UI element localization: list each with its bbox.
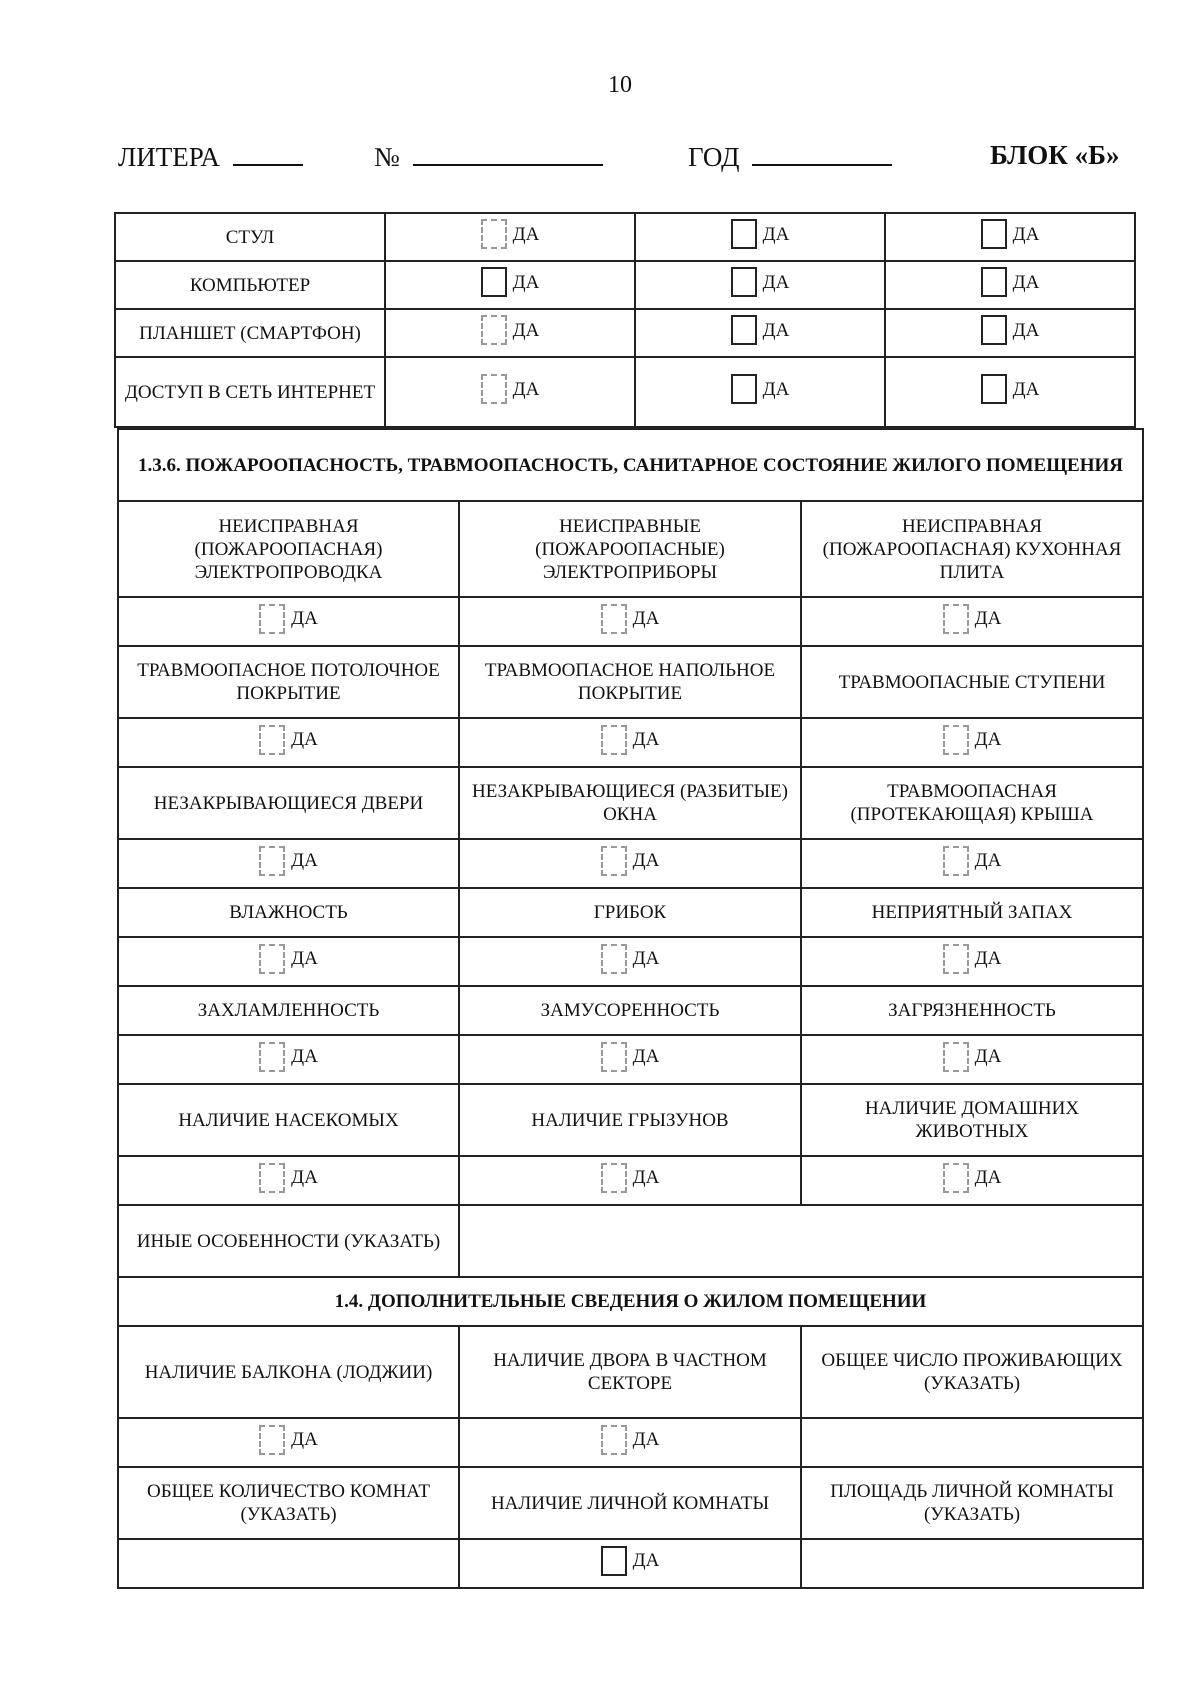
additional-label: ОБЩЕЕ ЧИСЛО ПРОЖИВАЮЩИХ (УКАЗАТЬ) <box>801 1326 1143 1418</box>
yes-label: ДА <box>1012 223 1040 245</box>
yes-checkbox[interactable] <box>601 944 660 974</box>
checkbox-icon <box>731 374 757 404</box>
checkbox-icon <box>981 267 1007 297</box>
year-field[interactable] <box>688 140 892 173</box>
yes-label: ДА <box>632 948 660 969</box>
yes-label: ДА <box>974 729 1002 750</box>
checkbox-icon <box>259 725 285 755</box>
yes-checkbox[interactable] <box>259 1163 318 1193</box>
yes-checkbox[interactable] <box>259 1425 318 1455</box>
additional-label: ОБЩЕЕ КОЛИЧЕСТВО КОМНАТ (УКАЗАТЬ) <box>118 1467 459 1539</box>
hazard-label: НЕИСПРАВНАЯ (ПОЖАРООПАСНАЯ) ЭЛЕКТРОПРОВОДКА <box>118 501 459 597</box>
hazard-label: ТРАВМООПАСНЫЕ СТУПЕНИ <box>801 646 1143 718</box>
checkbox-icon <box>601 944 627 974</box>
equipment-table <box>114 212 1136 428</box>
equipment-row <box>115 309 1135 357</box>
yes-checkbox[interactable] <box>943 846 1002 876</box>
yes-label: ДА <box>632 729 660 750</box>
hazard-label-row <box>118 501 1143 597</box>
yes-checkbox[interactable] <box>259 604 318 634</box>
equipment-row <box>115 261 1135 309</box>
checkbox-icon <box>481 219 507 249</box>
yes-label: ДА <box>291 729 318 750</box>
yes-checkbox[interactable] <box>601 725 660 755</box>
hazard-label-row <box>118 767 1143 839</box>
additional-label: НАЛИЧИЕ ЛИЧНОЙ КОМНАТЫ <box>459 1467 801 1539</box>
yes-checkbox[interactable] <box>731 374 790 404</box>
yes-label: ДА <box>974 1046 1002 1067</box>
yes-checkbox[interactable] <box>481 219 540 249</box>
yes-checkbox[interactable] <box>601 1425 660 1455</box>
hazard-label: НЕЗАКРЫВАЮЩИЕСЯ ДВЕРИ <box>118 767 459 839</box>
yes-label: ДА <box>632 1550 660 1571</box>
checkbox-icon <box>943 1042 969 1072</box>
yes-label: ДА <box>512 319 540 341</box>
yes-checkbox[interactable] <box>601 846 660 876</box>
checkbox-icon <box>981 219 1007 249</box>
checkbox-icon <box>943 604 969 634</box>
yes-label: ДА <box>291 1429 318 1450</box>
rooms-count-input[interactable] <box>118 1539 459 1588</box>
yes-label: ДА <box>512 378 540 400</box>
yes-label: ДА <box>632 1429 660 1450</box>
checkbox-icon <box>601 1042 627 1072</box>
hazard-label: ТРАВМООПАСНОЕ НАПОЛЬНОЕ ПОКРЫТИЕ <box>459 646 801 718</box>
hazard-label-row <box>118 1084 1143 1156</box>
section-title-1-3-6: 1.3.6. ПОЖАРООПАСНОСТЬ, ТРАВМООПАСНОСТЬ, САНИТАРНОЕ СОСТОЯНИЕ ЖИЛОГО ПОМЕЩЕНИЯ <box>118 429 1143 501</box>
hazard-check-row <box>118 1035 1143 1084</box>
yes-checkbox[interactable] <box>943 1042 1002 1072</box>
hazard-label: ТРАВМООПАСНОЕ ПОТОЛОЧНОЕ ПОКРЫТИЕ <box>118 646 459 718</box>
hazard-label: ВЛАЖНОСТЬ <box>118 888 459 937</box>
yes-checkbox[interactable] <box>943 1163 1002 1193</box>
yes-checkbox[interactable] <box>481 267 540 297</box>
number-label: № <box>374 142 400 172</box>
yes-checkbox[interactable] <box>259 725 318 755</box>
hazard-check-row <box>118 718 1143 767</box>
yes-label: ДА <box>1012 319 1040 341</box>
yes-label: ДА <box>762 378 790 400</box>
yes-label: ДА <box>1012 378 1040 400</box>
yes-checkbox[interactable] <box>943 725 1002 755</box>
hazard-label: НАЛИЧИЕ НАСЕКОМЫХ <box>118 1084 459 1156</box>
hazard-label: НЕПРИЯТНЫЙ ЗАПАХ <box>801 888 1143 937</box>
checkbox-icon <box>943 944 969 974</box>
yes-label: ДА <box>762 271 790 293</box>
yes-checkbox[interactable] <box>731 219 790 249</box>
hazard-label: ГРИБОК <box>459 888 801 937</box>
yes-label: ДА <box>762 319 790 341</box>
hazard-label-row <box>118 646 1143 718</box>
equipment-row <box>115 357 1135 427</box>
hazard-label: НЕИСПРАВНАЯ (ПОЖАРООПАСНАЯ) КУХОННАЯ ПЛИТА <box>801 501 1143 597</box>
equipment-row <box>115 213 1135 261</box>
year-label: ГОД <box>688 142 740 172</box>
equipment-label: КОМПЬЮТЕР <box>115 261 385 309</box>
yes-checkbox[interactable] <box>943 944 1002 974</box>
hazard-check-row <box>118 839 1143 888</box>
checkbox-icon <box>259 604 285 634</box>
checkbox-icon <box>943 1163 969 1193</box>
equipment-label: СТУЛ <box>115 213 385 261</box>
checkbox-icon <box>943 846 969 876</box>
yes-label: ДА <box>632 1167 660 1188</box>
yes-checkbox[interactable] <box>601 1546 660 1576</box>
yes-label: ДА <box>974 608 1002 629</box>
yes-label: ДА <box>291 850 318 871</box>
checkbox-icon <box>259 1425 285 1455</box>
checkbox-icon <box>481 315 507 345</box>
yes-label: ДА <box>291 608 318 629</box>
hazard-check-row <box>118 597 1143 646</box>
hazard-label: НЕИСПРАВНЫЕ (ПОЖАРООПАСНЫЕ) ЭЛЕКТРОПРИБОРЫ <box>459 501 801 597</box>
yes-label: ДА <box>974 948 1002 969</box>
checkbox-icon <box>601 604 627 634</box>
block-label: БЛОК «Б» <box>990 140 1120 170</box>
other-features-label: ИНЫЕ ОСОБЕННОСТИ (УКАЗАТЬ) <box>118 1205 459 1277</box>
yes-checkbox[interactable] <box>601 1163 660 1193</box>
yes-label: ДА <box>632 608 660 629</box>
hazard-label: ЗАГРЯЗНЕННОСТЬ <box>801 986 1143 1035</box>
additional-label: НАЛИЧИЕ БАЛКОНА (ЛОДЖИИ) <box>118 1326 459 1418</box>
yes-label: ДА <box>291 948 318 969</box>
checkbox-icon <box>601 725 627 755</box>
yes-label: ДА <box>512 223 540 245</box>
yes-checkbox[interactable] <box>259 1042 318 1072</box>
yes-checkbox[interactable] <box>259 944 318 974</box>
yes-checkbox[interactable] <box>731 267 790 297</box>
yes-label: ДА <box>512 271 540 293</box>
room-area-input[interactable] <box>801 1539 1143 1588</box>
checkbox-icon <box>481 374 507 404</box>
checkbox-icon <box>259 944 285 974</box>
yes-checkbox[interactable] <box>259 846 318 876</box>
checkbox-icon <box>601 1546 627 1576</box>
page-number: 10 <box>608 72 632 98</box>
yes-checkbox[interactable] <box>981 219 1040 249</box>
checkbox-icon <box>981 315 1007 345</box>
hazard-label-row <box>118 888 1143 937</box>
checkbox-icon <box>259 846 285 876</box>
yes-checkbox[interactable] <box>943 604 1002 634</box>
hazard-label: ЗАХЛАМЛЕННОСТЬ <box>118 986 459 1035</box>
equipment-label: ДОСТУП В СЕТЬ ИНТЕРНЕТ <box>115 357 385 427</box>
checkbox-icon <box>731 267 757 297</box>
number-field[interactable] <box>374 140 603 173</box>
checkbox-icon <box>981 374 1007 404</box>
yes-checkbox[interactable] <box>981 374 1040 404</box>
hazard-label: ЗАМУСОРЕННОСТЬ <box>459 986 801 1035</box>
checkbox-icon <box>601 1425 627 1455</box>
checkbox-icon <box>601 846 627 876</box>
checkbox-icon <box>943 725 969 755</box>
yes-checkbox[interactable] <box>731 315 790 345</box>
yes-checkbox[interactable] <box>481 374 540 404</box>
hazard-label: НЕЗАКРЫВАЮЩИЕСЯ (РАЗБИТЫЕ) ОКНА <box>459 767 801 839</box>
yes-label: ДА <box>632 850 660 871</box>
hazard-label-row <box>118 986 1143 1035</box>
residents-count-input[interactable] <box>801 1418 1143 1467</box>
yes-checkbox[interactable] <box>981 267 1040 297</box>
yes-label: ДА <box>974 1167 1002 1188</box>
other-features-input[interactable] <box>459 1205 1143 1277</box>
yes-checkbox[interactable] <box>981 315 1040 345</box>
yes-label: ДА <box>291 1167 318 1188</box>
checkbox-icon <box>601 1163 627 1193</box>
checkbox-icon <box>731 315 757 345</box>
hazard-check-row <box>118 937 1143 986</box>
form-header <box>118 140 1118 180</box>
litera-label: ЛИТЕРА <box>118 142 220 172</box>
checkbox-icon <box>481 267 507 297</box>
hazard-label: НАЛИЧИЕ ГРЫЗУНОВ <box>459 1084 801 1156</box>
section-title-1-4: 1.4. ДОПОЛНИТЕЛЬНЫЕ СВЕДЕНИЯ О ЖИЛОМ ПОМЕЩЕНИИ <box>118 1277 1143 1326</box>
hazard-check-row <box>118 1156 1143 1205</box>
litera-field[interactable] <box>118 140 303 173</box>
yes-checkbox[interactable] <box>601 1042 660 1072</box>
additional-label: ПЛОЩАДЬ ЛИЧНОЙ КОМНАТЫ (УКАЗАТЬ) <box>801 1467 1143 1539</box>
yes-checkbox[interactable] <box>601 604 660 634</box>
yes-label: ДА <box>762 223 790 245</box>
checkbox-icon <box>259 1042 285 1072</box>
hazard-label: ТРАВМООПАСНАЯ (ПРОТЕКАЮЩАЯ) КРЫША <box>801 767 1143 839</box>
yes-label: ДА <box>1012 271 1040 293</box>
equipment-label: ПЛАНШЕТ (СМАРТФОН) <box>115 309 385 357</box>
checkbox-icon <box>731 219 757 249</box>
yes-label: ДА <box>632 1046 660 1067</box>
hazards-table <box>117 428 1144 1589</box>
yes-label: ДА <box>291 1046 318 1067</box>
yes-label: ДА <box>974 850 1002 871</box>
additional-label: НАЛИЧИЕ ДВОРА В ЧАСТНОМ СЕКТОРЕ <box>459 1326 801 1418</box>
yes-checkbox[interactable] <box>481 315 540 345</box>
hazard-label: НАЛИЧИЕ ДОМАШНИХ ЖИВОТНЫХ <box>801 1084 1143 1156</box>
checkbox-icon <box>259 1163 285 1193</box>
